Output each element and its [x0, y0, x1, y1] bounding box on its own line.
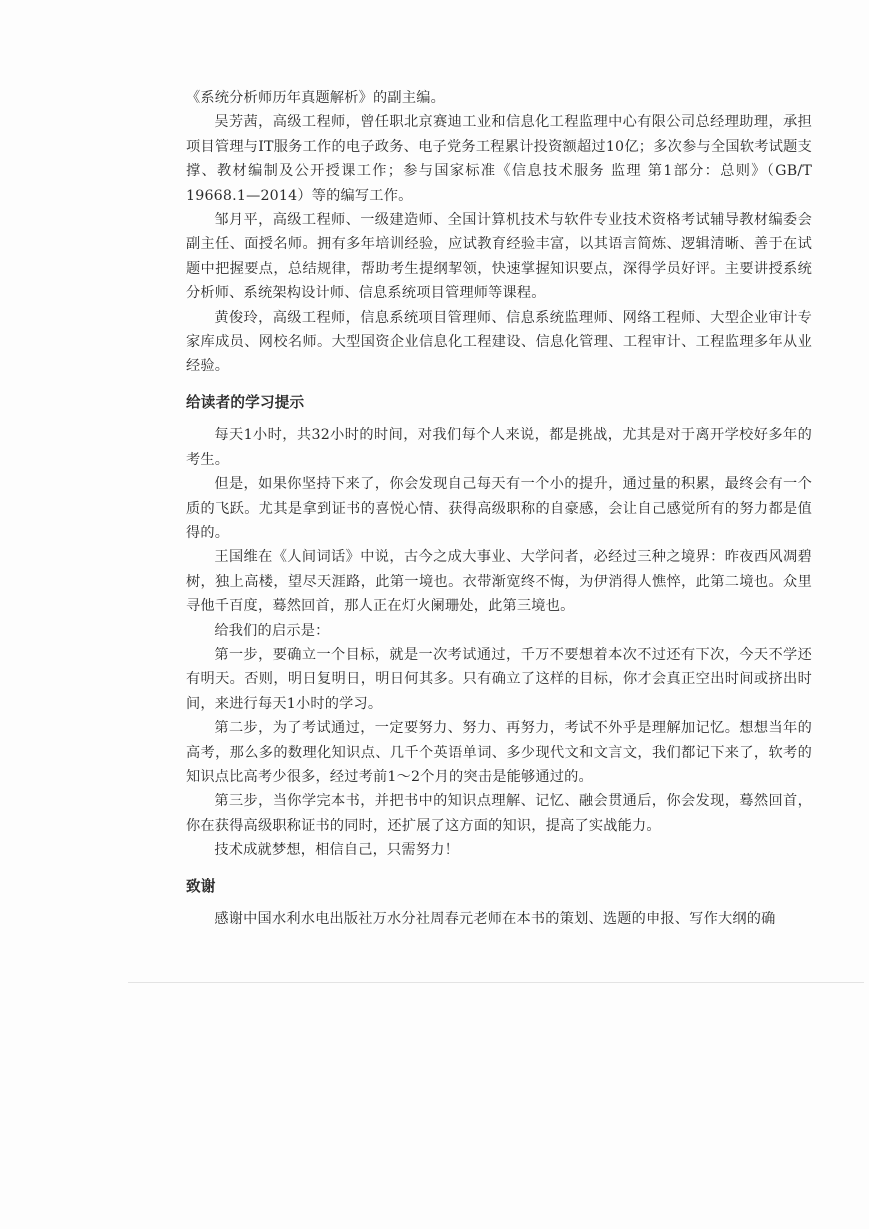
- section-heading-study-tips: 给读者的学习提示: [186, 393, 305, 411]
- tips-paragraph-8: 技术成就梦想，相信自己，只需努力！: [214, 842, 459, 859]
- page-content: [186, 86, 812, 931]
- intro-paragraph-zou: 邹月平，高级工程师、一级建造师、全国计算机技术与软件专业技术资格考试辅导教材编委会副主任、面授名师。拥有多年培训经验，应试教育经验丰富，以其语言简炼、逻辑清晰、善于在试题中把握要点，总结规律，帮助考生提纲挈领，快速掌握知识要点，深得学员好评。主要讲授系统分析师、系统架构设计师、信息系统项目管理师等课程。: [186, 212, 812, 302]
- intro-paragraph-wu: 吴芳茜，高级工程师，曾任职北京赛迪工业和信息化工程监理中心有限公司总经理助理，承担项目管理与IT服务工作的电子政务、电子党务工程累计投资额超过10亿；多次参与全国软考试题支撑、教材编制及公开授课工作；参与国家标准《信息技术服务 监理 第1部分：总则》（GB/T 19668.1—2014）等的编写工作。: [186, 114, 812, 204]
- page-divider: [128, 982, 864, 983]
- thanks-paragraph-1: 感谢中国水利水电出版社万水分社周春元老师在本书的策划、选题的申报、写作大纲的确: [214, 911, 776, 927]
- tips-paragraph-7: 第三步，当你学完本书，并把书中的知识点理解、记忆、融会贯通后，你会发现，蓦然回首，你在获得高级职称证书的同时，还扩展了这方面的知识，提高了实战能力。: [186, 793, 812, 834]
- tips-paragraph-1: 每天1小时，共32小时的时间，对我们每个人来说，都是挑战，尤其是对于离开学校好多年的考生。: [186, 427, 812, 468]
- tips-paragraph-4: 给我们的启示是：: [214, 622, 330, 639]
- intro-paragraph-0: 《系统分析师历年真题解析》的副主编。: [186, 90, 445, 106]
- tips-paragraph-2: 但是，如果你坚持下来了，你会发现自己每天有一个小的提升，通过量的积累，最终会有一个质的飞跃。尤其是拿到证书的喜悦心情、获得高级职称的自豪感，会让自己感觉所有的努力都是值得的。: [186, 476, 812, 541]
- section-heading-acknowledgements: 致谢: [186, 877, 216, 895]
- tips-paragraph-5: 第一步，要确立一个目标，就是一次考试通过，千万不要想着本次不过还有下次，今天不学还有明天。否则，明日复明日，明日何其多。只有确立了这样的目标，你才会真正空出时间或挤出时间，来进行每天1小时的学习。: [186, 646, 812, 712]
- tips-paragraph-6: 第二步，为了考试通过，一定要努力、努力、再努力，考试不外乎是理解加记忆。想想当年的高考，那么多的数理化知识点、几千个英语单词、多少现代文和文言文，我们都记下来了，软考的知识点比高考少很多，经过考前1～2个月的突击是能够通过的。: [186, 720, 812, 785]
- intro-paragraph-huang: 黄俊玲，高级工程师，信息系统项目管理师、信息系统监理师、网络工程师、大型企业审计专家库成员、网校名师。大型国资企业信息化工程建设、信息化管理、工程审计、工程监理多年从业经验。: [186, 309, 812, 375]
- tips-paragraph-3: 王国维在《人间词话》中说，古今之成大事业、大学问者，必经过三种之境界：昨夜西风凋碧树，独上高楼，望尽天涯路，此第一境也。衣带渐宽终不悔，为伊消得人憔悴，此第二境也。众里寻他千百度，蓦然回首，那人正在灯火阑珊处，此第三境也。: [186, 549, 812, 615]
